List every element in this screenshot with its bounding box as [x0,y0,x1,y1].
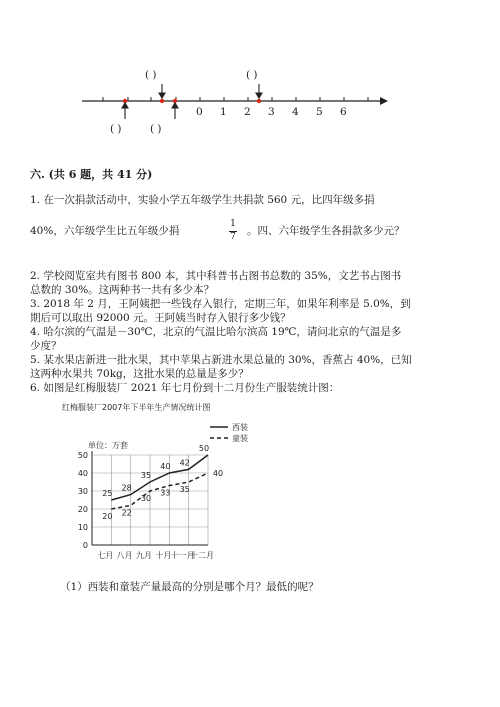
data-label: 30 [140,494,152,503]
tick-label-2: 2 [244,106,251,118]
x-tick-label: 八月 [116,551,133,560]
q3-line1: 3. 2018 年 2 月，王阿姨把一些钱存入银行，定期三年，如果年利率是 5.0%，到 [30,298,411,310]
y-tick-label: 50 [77,451,88,460]
tick-label-4: 4 [292,106,299,118]
number-line-arrowhead [380,97,388,105]
data-label: 50 [198,444,210,453]
sub-question-1: （1）西装和童装产量最高的分别是哪个月？最低的呢？ [60,581,319,593]
legend-label-suit: 西装 [232,423,248,432]
data-label: 40 [212,469,224,478]
y-tick-label: 10 [77,523,88,532]
q2-line2: 总数的 30%。这两种书一共有多少本？ [30,284,215,296]
x-tick-label: 七月 [97,551,114,560]
q1-line1: 1. 在一次捐款活动中，实验小学五年级学生共捐款 560 元，比四年级多捐 [30,194,375,206]
blank-below-c: ( ) [150,123,162,135]
blank-above-b: ( ) [145,69,157,81]
legend-label-kids: 童装 [232,434,248,443]
data-label: 42 [179,458,190,468]
data-label: 28 [121,483,132,493]
tick-label-0: 0 [196,106,203,118]
data-label: 20 [102,512,113,521]
q4-line2: 少度？ [30,340,62,352]
data-label: 22 [121,508,132,518]
point-b [160,99,164,103]
x-tick-label: 十二月 [190,551,214,560]
tick-label-6: 6 [340,106,347,118]
production-line-chart [60,400,260,570]
data-label: 25 [102,489,113,498]
q5-line1: 5. 某水果店新进一批水果，其中苹果占新进水果总量的 30%，香蕉占 40%，已知 [30,354,412,366]
data-label: 40 [160,462,171,471]
q3-line2: 期后可以取出 92000 元。王阿姨当时存入银行多少钱？ [30,312,291,324]
y-tick-label: 40 [77,469,88,478]
y-tick-label: 0 [82,541,88,550]
q5-line2: 这两种水果共 70kg，这批水果的总量是多少？ [30,368,249,380]
chart-title: 红梅服装厂2007年下半年生产情况统计图 [62,403,211,412]
q6-line1: 6. 如图是红梅服装厂 2021 年七月份到十二月份生产服装统计图： [30,382,340,394]
point-d [257,99,261,103]
tick-label-3: 3 [268,106,275,118]
y-tick-label: 20 [77,505,88,514]
q2-line1: 2. 学校阅览室共有图书 800 本，其中科普书占图书总数的 35%，文艺书占图书 [30,270,402,282]
y-tick-label: 30 [77,487,88,496]
tick-label-5: 5 [316,106,323,118]
data-label: 33 [160,488,171,498]
tick-label-1: 1 [220,106,227,118]
chart-unit-label: 单位：万套 [88,441,128,450]
x-tick-label: 九月 [136,551,152,560]
data-label: 35 [179,485,190,494]
x-tick-label: 十一月 [170,551,195,560]
blank-above-d: ( ) [246,69,258,81]
fraction-numerator: 1 [230,219,236,229]
blank-below-a: ( ) [110,123,122,135]
x-tick-label: 十月 [155,551,172,560]
data-label: 35 [140,471,152,480]
q1-line2b: 。四、六年级学生各捐款多少元？ [247,225,405,237]
fraction-denominator: 7 [230,232,236,242]
q4-line1: 4. 哈尔滨的气温是－30℃，北京的气温比哈尔滨高 19℃，请问北京的气温是多 [30,326,402,338]
section-title: 六. (共 6 题，共 41 分) [30,168,153,181]
q1-line2a: 40%，六年级学生比五年级少捐 [30,225,180,237]
